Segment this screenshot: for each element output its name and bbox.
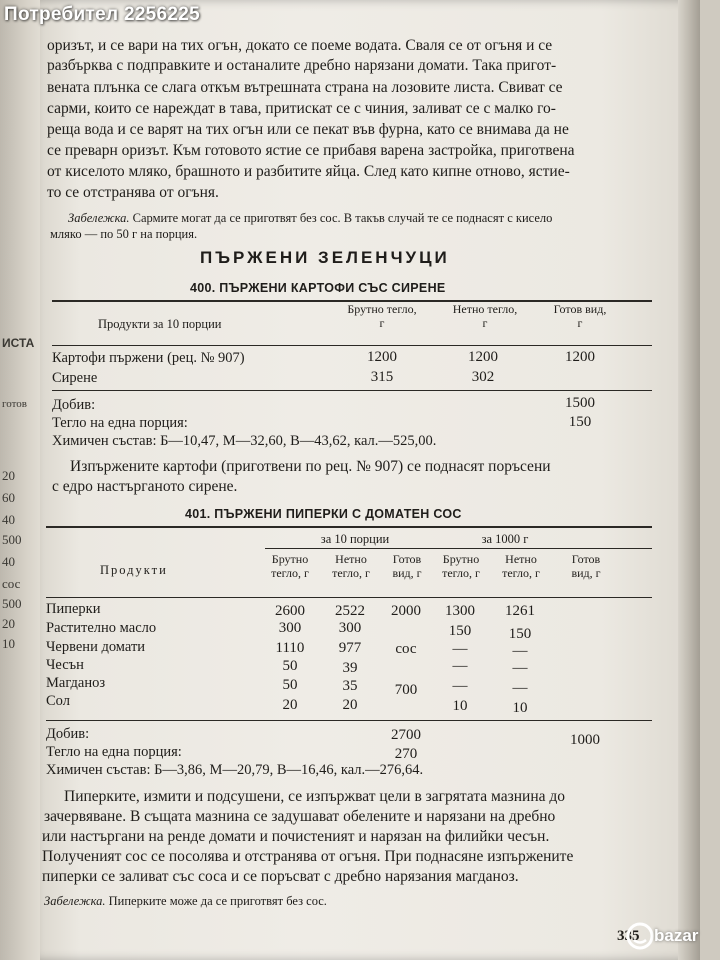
instruction-line: с едро настърганото сирене. (52, 478, 238, 495)
yield-label: Добив: (52, 397, 96, 413)
group-header-10-portions: за 10 порции (320, 532, 390, 546)
row-gross-1000: — (452, 658, 468, 674)
row-name: Сол (46, 693, 70, 709)
left-page-strip (0, 0, 44, 960)
table-body-rule (52, 390, 652, 391)
row-name: Сирене (52, 370, 98, 386)
row-name: Растително масло (46, 620, 157, 636)
left-fragment: 10 (2, 636, 15, 651)
row-name: Картофи пържени (рец. № 907) (52, 350, 245, 366)
table-header-rule (52, 345, 652, 346)
left-fragment: сос (2, 576, 21, 591)
instruction-line: зачервяване. В същата мазнина се задушават обелените и нарязани на дребно (44, 808, 556, 825)
row-net-1000: 150 (508, 626, 532, 642)
paragraph-line: от киселото мляко, брашното и разбитите яйца. След като кипне отново, ястие- (47, 163, 570, 180)
recipe-400-title: 400. ПЪРЖЕНИ КАРТОФИ СЪС СИРЕНЕ (190, 281, 446, 295)
left-fragment: готов (2, 398, 27, 410)
chem-composition: Химичен състав: Б—10,47, М—32,60, В—43,62, кал.—525,00. (52, 433, 437, 449)
row-net-10: 35 (342, 678, 358, 694)
header-ready: Готов вид, г (553, 302, 607, 330)
yield-value: 2700 (391, 727, 421, 743)
portion-value: 270 (394, 746, 418, 762)
row-net-10: 39 (342, 660, 358, 676)
user-watermark: Потребител 2256225 (4, 4, 201, 25)
group-header-1000g: за 1000 г (481, 532, 529, 546)
portion-label: Тегло на една порция: (52, 415, 188, 431)
recipe-401-title: 401. ПЪРЖЕНИ ПИПЕРКИ С ДОМАТЕН СОС (185, 507, 462, 521)
row-name: Пиперки (46, 601, 101, 617)
row-gross-10: 50 (282, 677, 298, 693)
row-gross-1000: — (452, 641, 468, 657)
logo-text: bazar (654, 926, 699, 945)
portion-value: 150 (568, 414, 592, 430)
row-gross: 1200 (367, 349, 397, 365)
paragraph-line: разбърква с подправките и останалите дребно нарязани домати. Така пригот- (47, 57, 557, 74)
table-header-rule (46, 597, 652, 598)
row-ready-10: 700 (394, 682, 418, 698)
paragraph-line: реща вода и се варят на тих огън или се пекат във фурна, като се внимава да не (47, 121, 569, 138)
left-fragment: 40 (2, 512, 15, 527)
row-gross-10: 300 (278, 620, 302, 636)
header-products: Продукти за 10 порции (98, 317, 222, 331)
yield-value: 1500 (565, 395, 595, 411)
paragraph-line: то се отстранява от огъня. (47, 184, 219, 201)
paragraph-line: вената плънка се слага откъм вътрешната страна на лозовите листа. Свиват се (47, 79, 563, 96)
table-top-rule (46, 526, 652, 528)
yield-value-1000: 1000 (570, 732, 600, 748)
header-products: Продукти (100, 563, 168, 577)
header-net: Нетно тегло, г (452, 302, 518, 330)
row-gross-10: 20 (282, 697, 298, 713)
header-gross-1000: Брутно тегло, г (442, 552, 480, 580)
left-fragment: 500 (2, 596, 22, 611)
row-net-10: 20 (342, 697, 358, 713)
row-net-1000: — (512, 680, 528, 696)
yield-label: Добив: (46, 726, 90, 742)
row-name: Магданоз (46, 675, 106, 691)
left-fragment: 60 (2, 490, 15, 505)
header-ready-1000: Готов вид, г (571, 552, 601, 580)
row-gross: 315 (370, 369, 394, 385)
chem-composition: Химичен състав: Б—3,86, М—20,79, В—16,46, кал.—276,64. (46, 762, 424, 778)
row-net-1000: 10 (512, 700, 528, 716)
left-fragment: 20 (2, 616, 15, 631)
paragraph-line: се преварн оризът. Към готовото ястие се прибавя варена застройка, приготвена (47, 142, 575, 159)
section-title: ПЪРЖЕНИ ЗЕЛЕНЧУЦИ (200, 248, 450, 267)
row-net-1000: 1261 (505, 603, 535, 619)
row-gross-10: 50 (282, 658, 298, 674)
row-gross-1000: 1300 (445, 603, 475, 619)
note-label: Забележка. (44, 894, 106, 908)
book-spine (678, 0, 700, 960)
instruction-line: Изпържените картофи (приготвени по рец. № 907) се поднасят поръсени (70, 458, 551, 475)
note-text: Сармите могат да се приготвят без сос. В такъв случай те се поднасят с кисело (132, 211, 553, 225)
row-name: Червени домати (46, 639, 146, 655)
header-gross-10: Брутно тегло, г (271, 552, 309, 580)
note-label: Забележка. (68, 211, 130, 225)
left-fragment: ИСТА (2, 336, 35, 350)
table-body-rule (46, 720, 652, 721)
row-ready-10: 2000 (391, 603, 421, 619)
note-text: мляко — по 50 г на порция. (50, 227, 198, 241)
row-net-1000: — (512, 660, 528, 676)
left-fragment: 20 (2, 468, 15, 483)
row-gross-10: 2600 (275, 603, 305, 619)
row-gross-1000: 150 (448, 623, 472, 639)
header-net-10: Нетно тегло, г (332, 552, 370, 580)
note-pepper (44, 891, 327, 911)
row-net-10: 977 (338, 640, 362, 656)
instruction-line: Пиперките, измити и подсушени, се изпържват цели в загрятата мазнина до (64, 788, 566, 805)
left-fragment: 500 (2, 532, 22, 547)
row-gross-10: 1110 (275, 640, 305, 656)
note-text: Пиперките може да се приготвят без сос. (108, 894, 327, 908)
header-gross: Брутно тегло, г (347, 302, 417, 330)
paragraph-line: сарми, които се нареждат в тава, притискат се с чиния, заливат се с малко го- (47, 100, 556, 117)
bazar-logo (624, 918, 714, 954)
paragraph-line: оризът, и се вари на тих огън, докато се поеме водата. Сваля се от огъня и се (47, 37, 553, 54)
row-net: 1200 (468, 349, 498, 365)
header-ready-10: Готов вид, г (392, 552, 422, 580)
instruction-line: Полученият сос се посолява и отстранява от огъня. При поднасяне изпържените (42, 848, 574, 865)
left-fragment: 40 (2, 554, 15, 569)
row-gross-1000: 10 (452, 698, 468, 714)
instruction-line: пиперки се заливат със соса и се поръсват с дребно нарязания магданоз. (42, 868, 519, 885)
instruction-line: или настъргани на ренде домати и почистеният и нарязан на филийки чесън. (42, 828, 550, 845)
row-net-10: 300 (338, 620, 362, 636)
row-ready-10: сос (395, 641, 417, 657)
row-net-10: 2522 (335, 603, 365, 619)
header-net-1000: Нетно тегло, г (502, 552, 540, 580)
book-page (40, 0, 700, 960)
portion-label: Тегло на една порция: (46, 744, 182, 760)
row-name: Чесън (46, 657, 84, 673)
row-net-1000: — (512, 643, 528, 659)
group-header-rule (265, 548, 652, 549)
row-net: 302 (471, 369, 495, 385)
page-number: 335 (617, 928, 640, 944)
row-gross-1000: — (452, 678, 468, 694)
row-ready: 1200 (565, 349, 595, 365)
